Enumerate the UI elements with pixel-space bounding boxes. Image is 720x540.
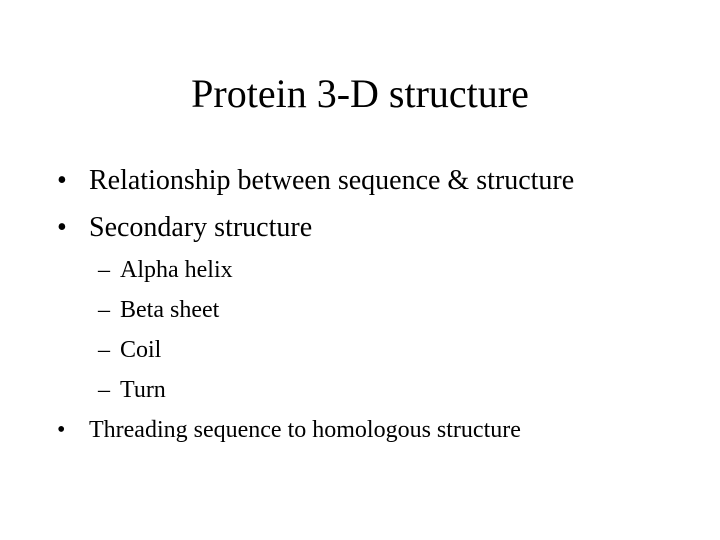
bullet-marker bbox=[57, 210, 89, 246]
dash-marker bbox=[98, 335, 120, 365]
bullet-item bbox=[57, 210, 312, 246]
bullet-item bbox=[57, 415, 521, 445]
bullet-marker bbox=[57, 163, 89, 199]
sub-bullet-text: Coil bbox=[120, 337, 162, 363]
dash-marker bbox=[98, 255, 120, 285]
sub-bullet-item bbox=[98, 335, 161, 365]
bullet-marker: • bbox=[57, 417, 66, 443]
sub-bullet-text: Turn bbox=[120, 377, 166, 403]
dash-marker bbox=[98, 295, 120, 325]
slide-title: Protein 3-D structure bbox=[191, 71, 529, 116]
sub-bullet-item bbox=[98, 375, 166, 405]
sub-bullet-item bbox=[98, 255, 233, 285]
bullet-text: Threading sequence to homologous structure bbox=[89, 417, 521, 443]
bullet-item bbox=[57, 163, 574, 199]
sub-bullet-item bbox=[98, 295, 219, 325]
sub-bullet-text: Alpha helix bbox=[120, 257, 233, 283]
bullet-text: Relationship between sequence & structure bbox=[89, 165, 575, 196]
dash-marker bbox=[98, 375, 120, 405]
bullet-text: Secondary structure bbox=[89, 212, 313, 243]
sub-bullet-text: Beta sheet bbox=[120, 297, 220, 323]
